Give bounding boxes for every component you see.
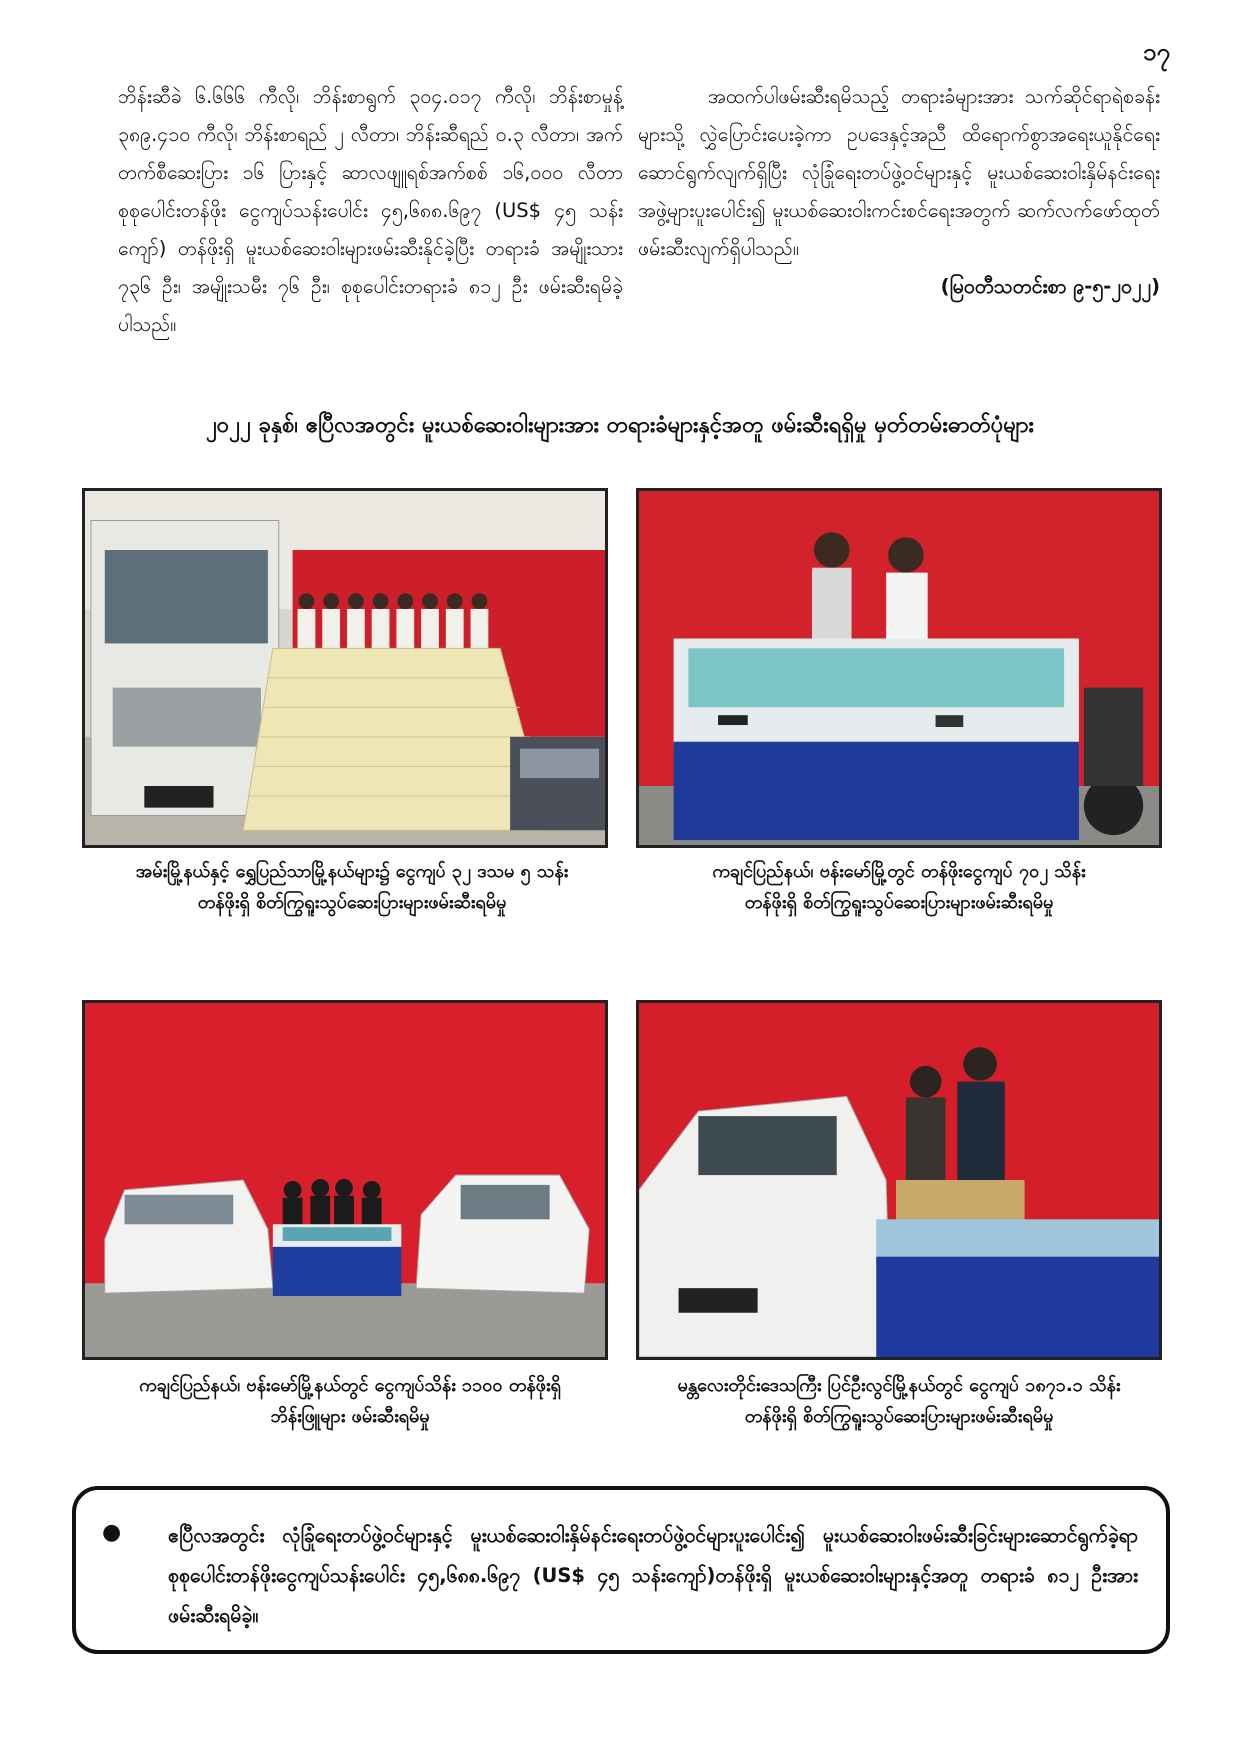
caption-line: အမ်းမြို့နယ်နှင့် ရွှေပြည်သာမြို့နယ်များ၌ ငွေကျပ် ၃၂ ဒသမ ၅ သန်း [135,861,569,882]
section-heading: ၂၀၂၂ ခုနှစ်၊ ဧပြီလအတွင်း မူးယစ်ဆေးဝါးများအား တရားခံများနှင့်အတူ ဖမ်းဆီးရရှိမှု မှတ်တမ်းဓာတ်ပုံများ [205,413,1035,438]
photo-seizure-heroin-image [85,1003,605,1357]
right-column-paragraph: အထက်ပါဖမ်းဆီးရမိသည့် တရားခံများအား သက်ဆိုင်ရာရဲစခန်းများသို့ လွှဲပြောင်းပေးခဲ့ကာ ဥပဒေနှင့်အညီ ထိရောက်စွာအရေးယူနိုင်ရေးဆောင်ရွက်လျက်ရှိပြီး လုံခြုံရေးတပ်ဖွဲ့ဝင်များနှင့် မူးယစ်ဆေးဝါးနှိမ်နင်းရေးအဖွဲ့များပူးပေါင်း၍ မူးယစ်ဆေးဝါးကင်းစင်ရေးအတွက် ဆက်လက်ဖော်ထုတ်ဖမ်းဆီးလျက်ရှိပါသည်။ [638,85,1160,260]
bullet-icon: ● [102,1520,122,1545]
news-source: (မြဝတီသတင်းစာ ၉-၅-၂၀၂၂) [940,275,1160,298]
summary-text: ဧပြီလအတွင်း လုံခြုံရေးတပ်ဖွဲ့ဝင်များနှင့် မူးယစ်ဆေးဝါးနှိမ်နင်းရေးတပ်ဖွဲ့ဝင်များပူးပေါင်း၍ မူးယစ်ဆေးဝါးဖမ်းဆီးခြင်းများဆောင်ရွက်ခဲ့ရာ စုစုပေါင်းတန်ဖိုးငွေကျပ်သန်းပေါင်း ၄၅,၆၈၈.၆၉၇ (US$ ၄၅ သန်းကျော်)တန်ဖိုးရှိ မူးယစ်ဆေးဝါးများနှင့်အတူ တရားခံ ၈၁၂ ဦးအား ဖမ်းဆီးရမိခဲ့။ [168,1524,1138,1627]
photo-seizure-truck-caption [82,856,622,918]
caption-line: တန်ဖိုးရှိ စိတ်ကြွရူးသွပ်ဆေးပြားများဖမ်းဆီးရမိမှု [744,1406,1054,1427]
left-column-paragraph: ဘိန်းဆီခဲ ၆.၆၆၆ ကီလို၊ ဘိန်းစာရွက် ၃၀၄.၀၁၇ ကီလို၊ ဘိန်းစာမှုန့် ၃၈၉.၄၁၀ ကီလို၊ ဘိန်းစာရည် ၂ လီတာ၊ ဘိန်းဆီရည် ၀.၃ လီတာ၊ အက်တက်စီဆေးပြား ၁၆ ပြားနှင့် ဆာလဖျူရစ်အက်စစ် ၁၆,၀၀၀ လီတာ စုစုပေါင်းတန်ဖိုး ငွေကျပ်သန်းပေါင်း ၄၅,၆၈၈.၆၉၇ (US$ ၄၅ သန်းကျော်) တန်ဖိုးရှိ မူးယစ်ဆေးဝါးများဖမ်းဆီးနိုင်ခဲ့ပြီး တရားခံ အမျိုးသား ၇၃၆ ဦး၊ အမျိုးသမီး ၇၆ ဦး၊ စုစုပေါင်းတရားခံ ၈၁၂ ဦး ဖမ်းဆီးရမိခဲ့ပါသည်။ [118,85,623,336]
caption-line: တန်ဖိုးရှိ စိတ်ကြွရူးသွပ်ဆေးပြားများဖမ်းဆီးရမိမှု [744,892,1054,913]
caption-line: ကချင်ပြည်နယ်၊ ဗန်းမော်မြို့တွင် တန်ဖိုးငွေကျပ် ၇၀၂ သိန်း [712,861,1086,882]
photo-seizure-bhamo-caption [636,856,1162,918]
caption-line: မန္တလေးတိုင်းဒေသကြီး ပြင်ဦးလွင်မြို့နယ်တွင် ငွေကျပ် ၁၈၇၁.၁ သိန်း [677,1375,1121,1396]
photo-seizure-truck-image [85,491,605,845]
right-column [638,78,1160,306]
photo-seizure-pyinoolwin-caption [626,1370,1172,1432]
summary-box [72,1486,1170,1654]
photo-seizure-pyinoolwin-image [639,1003,1159,1357]
photo-seizure-heroin [82,1000,608,1360]
photo-seizure-heroin-caption [70,1370,630,1432]
caption-line: ကချင်ပြည်နယ်၊ ဗန်းမော်မြို့နယ်တွင် ငွေကျပ်သိန်း ၁၁၀၀ တန်ဖိုးရှိ [139,1375,561,1396]
photo-seizure-bhamo [636,488,1162,848]
photo-seizure-pyinoolwin [636,1000,1162,1360]
page-number: ၁၇ [1143,38,1170,66]
photo-seizure-truck [82,488,608,848]
caption-line: တန်ဖိုးရှိ စိတ်ကြွရူးသွပ်ဆေးပြားများဖမ်းဆီးရမိမှု [197,892,507,913]
left-column [118,78,623,344]
caption-line: ဘိန်းဖြူများ ဖမ်းဆီးရမိမှု [270,1406,430,1427]
photo-seizure-bhamo-image [639,491,1159,845]
